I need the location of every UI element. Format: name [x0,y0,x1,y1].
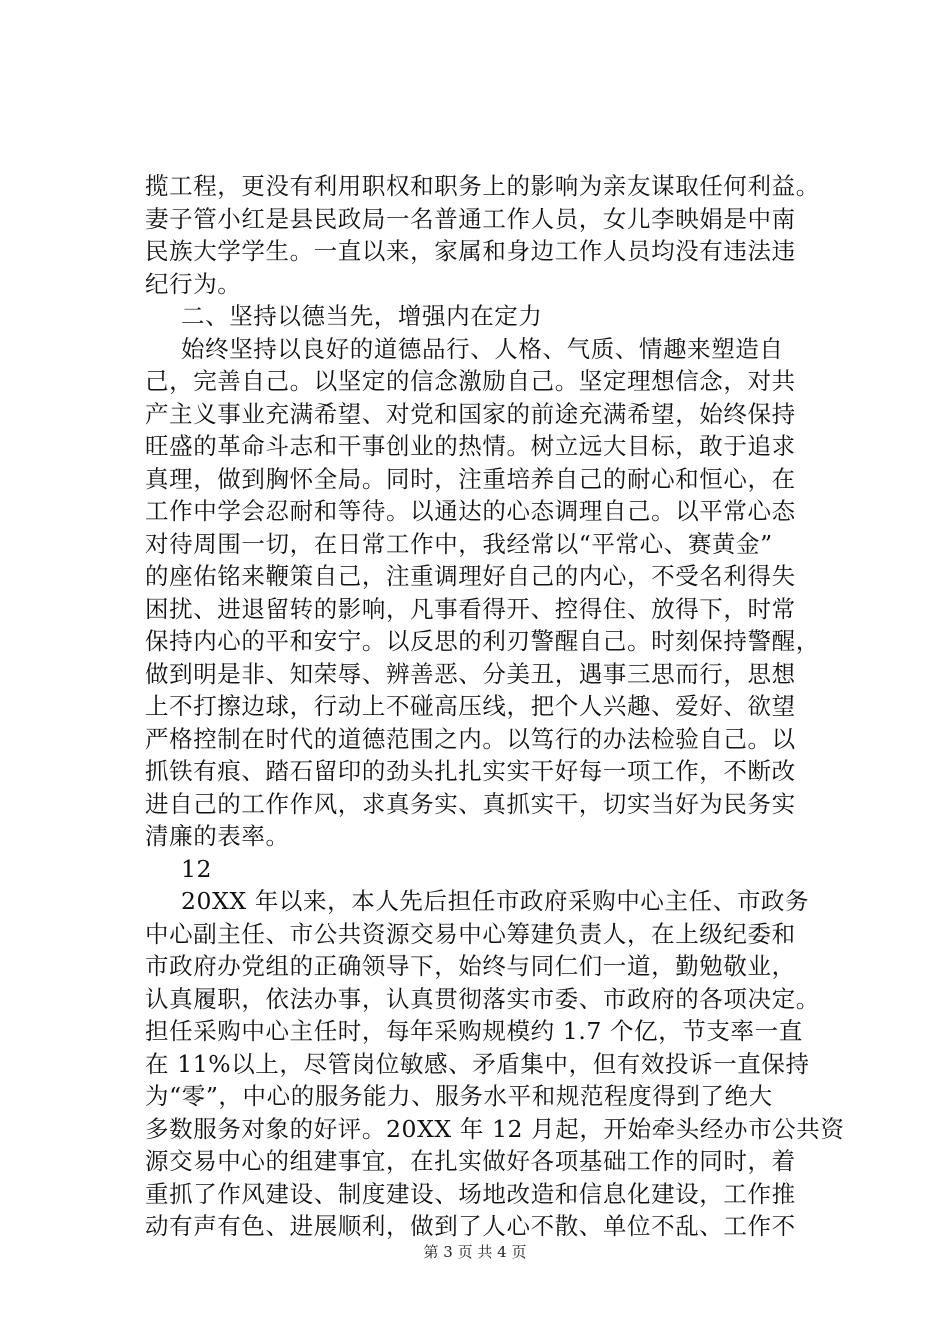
text-line: 源交易中心的组建事宜，在扎实做好各项基础工作的同时，着 [145,1147,796,1175]
page-footer: 第 3 页 共 4 页 [423,1243,527,1261]
text-line: 旺盛的革命斗志和干事创业的热情。树立远大目标，敢于追求 [145,432,796,460]
text-line: 20XX 年以来，本人先后担任市政府采购中心主任、市政务 [181,887,810,915]
text-line: 担任采购中心主任时，每年采购规模约 1.7 个亿，节支率一直 [145,1017,803,1045]
text-line: 纪行为。 [145,269,242,298]
text-line: 困扰、进退留转的影响，凡事看得开、控得住、放得下，时常 [145,594,796,623]
text-line: 始终坚持以良好的道德品行、人格、气质、情趣来塑造自 [181,334,784,363]
text-line: 产主义事业充满希望、对党和国家的前途充满希望，始终保持 [145,399,796,428]
text-line: 重抓了作风建设、制度建设、场地改造和信息化建设，工作推 [145,1179,796,1208]
text-line: 在 11%以上，尽管岗位敏感、矛盾集中，但有效投诉一直保持 [145,1049,810,1078]
text-line: 市政府办党组的正确领导下，始终与同仁们一道，勤勉敬业， [145,952,796,980]
text-line: 为“零”，中心的服务能力、服务水平和规范程度得到了绝大 [145,1082,773,1110]
text-line: 民族大学学生。一直以来，家属和身边工作人员均没有违法违 [145,237,796,265]
text-line: 中心副主任、市公共资源交易中心筹建负责人，在上级纪委和 [145,919,796,948]
text-line: 己，完善自己。以坚定的信念激励自己。坚定理想信念，对共 [145,367,796,395]
text-line: 保持内心的平和安宁。以反思的利刃警醒自己。时刻保持警醒， [145,627,820,655]
text-line: 动有声有色、进展顺利，做到了人心不散、单位不乱、工作不 [145,1212,796,1240]
text-line: 严格控制在时代的道德范围之内。以笃行的办法检验自己。以 [145,724,796,753]
text-line: 上不打擦边球，行动上不碰高压线，把个人兴趣、爱好、欲望 [145,692,796,720]
text-line: 揽工程，更没有利用职权和职务上的影响为亲友谋取任何利益。 [145,172,820,200]
text-line: 对待周围一切，在日常工作中，我经常以“平常心、赛黄金” [145,529,773,558]
text-line: 清廉的表率。 [145,822,290,850]
text-line: 认真履职，依法办事，认真贯彻落实市委、市政府的各项决定。 [145,984,820,1013]
document-body [145,170,845,1243]
text-line: 抓铁有痕、踏石留印的劲头扎扎实实干好每一项工作，不断改 [145,757,796,785]
text-line: 妻子管小红是县民政局一名普通工作人员，女儿李映娟是中南 [145,204,796,233]
text-line: 真理，做到胸怀全局。同时，注重培养自己的耐心和恒心，在 [145,464,796,493]
text-line: 进自己的工作作风，求真务实、真抓实干，切实当好为民务实 [145,789,796,818]
section-heading: 二、坚持以德当先，增强内在定力 [181,302,543,330]
text-line: 工作中学会忍耐和等待。以通达的心态调理自己。以平常心态 [145,497,796,525]
text-line: 的座佑铭来鞭策自己，注重调理好自己的内心，不受名利得失 [145,562,796,590]
text-line: 多数服务对象的好评。20XX 年 12 月起，开始牵头经办市公共资 [145,1114,845,1143]
section-number: 12 [181,854,213,883]
text-line: 做到明是非、知荣辱、辨善恶、分美丑，遇事三思而行，思想 [145,659,796,688]
